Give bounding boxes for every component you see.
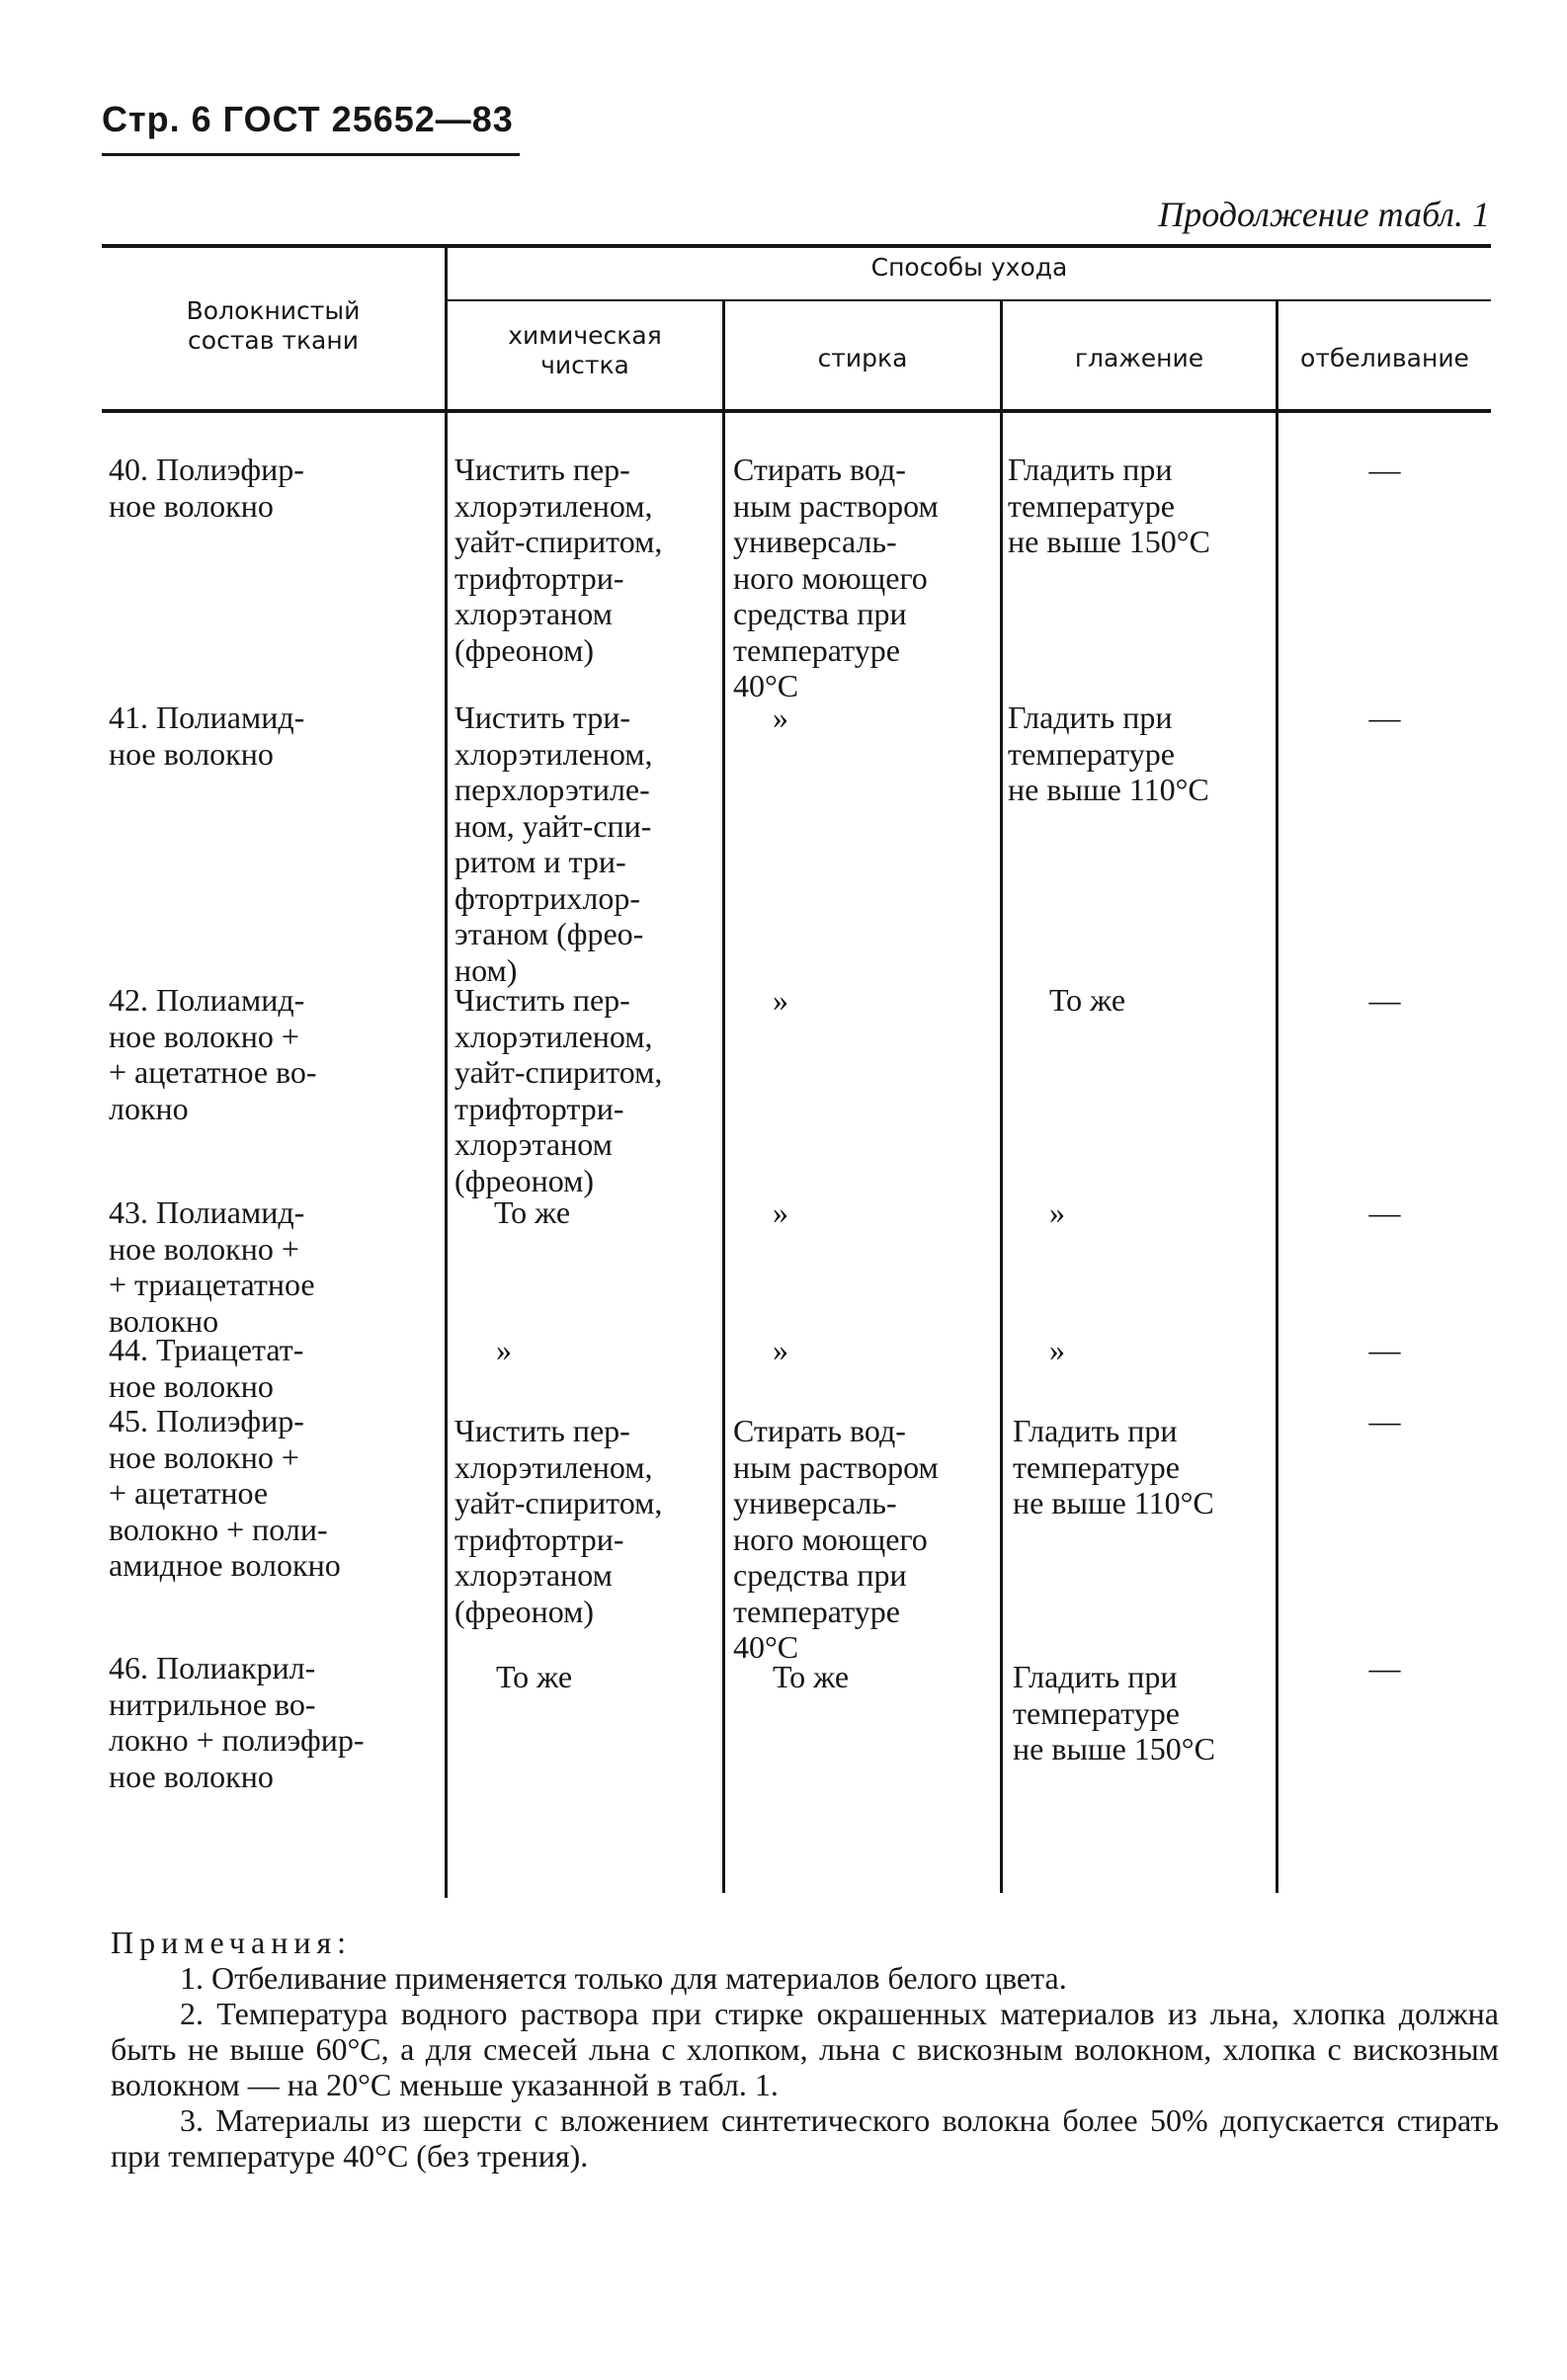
header-rule (102, 153, 520, 156)
row-45-composition: 45. Полиэфир- ное волокно + + ацетатное волокно + поли- амидное волокно (109, 1403, 341, 1583)
row-43-washing: » (773, 1194, 788, 1230)
row-46-ironing: Гладить при температуре не выше 150°С (1013, 1659, 1215, 1766)
row-44-bleaching: — (1368, 1332, 1401, 1367)
row-40-dry-cleaning: Чистить пер- хлорэтиленом, уайт-спиритом, трифтортри- хлорэтаном (фреоном) (454, 451, 663, 668)
row-40-washing: Стирать вод- ным раствором универсаль- ного моющего средства при температуре 40°С (733, 451, 939, 703)
table-continuation-label: Продолжение табл. 1 (1158, 195, 1490, 234)
row-45-ironing: Гладить при температуре не выше 110°С (1013, 1413, 1214, 1520)
table-header-bottom-rule (102, 409, 1491, 413)
row-46-bleaching: — (1368, 1650, 1401, 1685)
care-group-rule (447, 299, 1491, 301)
row-41-dry-cleaning: Чистить три- хлорэтиленом, перхлорэтиле- ном, уайт-спи- ритом и три- фтортрихлор- этаном (фрео- ном) (454, 699, 653, 988)
table-top-rule (102, 244, 1491, 248)
row-43-composition: 43. Полиамид- ное волокно + + триацетатное волокно (109, 1194, 315, 1339)
column-divider-3 (1000, 301, 1003, 1893)
row-41-ironing: Гладить при температуре не выше 110°С (1008, 699, 1209, 807)
note-1: 1. Отбеливание применяется только для материалов белого цвета. (180, 1960, 1067, 1996)
row-42-bleaching: — (1368, 982, 1401, 1018)
row-44-washing: » (773, 1332, 788, 1367)
row-40-composition: 40. Полиэфир- ное волокно (109, 451, 304, 524)
row-41-composition: 41. Полиамид- ное волокно (109, 699, 305, 772)
row-42-dry-cleaning: Чистить пер- хлорэтиленом, уайт-спиритом, трифтортри- хлорэтаном (фреоном) (454, 982, 663, 1198)
row-41-washing: » (773, 699, 788, 735)
column-divider-2 (722, 301, 725, 1893)
header-composition: Волокнистый состав ткани (186, 296, 361, 355)
row-45-washing: Стирать вод- ным раствором универсаль- ного моющего средства при температуре 40°С (733, 1413, 939, 1665)
row-46-composition: 46. Полиакрил- нитрильное во- локно + полиэфир- ное волокно (109, 1650, 365, 1794)
notes-section (111, 1925, 1499, 2174)
row-42-composition: 42. Полиамид- ное волокно + + ацетатное во- локно (109, 982, 317, 1126)
row-42-ironing: То же (1049, 982, 1126, 1018)
row-40-bleaching: — (1368, 451, 1401, 487)
row-42-washing: » (773, 982, 788, 1018)
row-44-dry-cleaning: » (496, 1332, 512, 1367)
row-43-dry-cleaning: То же (494, 1194, 571, 1230)
notes-title: Примечания: (111, 1925, 353, 1960)
note-2: 2. Температура водного раствора при стирке окрашенных материалов из льна, хлопка должна быть не выше 60°С, а для смесей льна с хлопком, льна с вискозным волокном, хлопка с вискозным волокном — на 20°С меньше указанной в табл. 1. (111, 1996, 1499, 2102)
header-ironing: глажение (1074, 344, 1204, 372)
row-41-bleaching: — (1368, 699, 1401, 735)
header-washing: стирка (817, 344, 908, 372)
column-divider-1 (445, 248, 448, 1898)
row-40-ironing: Гладить при температуре не выше 150°С (1008, 451, 1210, 559)
header-dry-cleaning: химическая чистка (508, 321, 662, 379)
row-44-composition: 44. Триацетат- ное волокно (109, 1332, 304, 1404)
header-bleaching: отбеливание (1300, 344, 1469, 372)
row-45-bleaching: — (1368, 1403, 1401, 1438)
row-43-bleaching: — (1368, 1194, 1401, 1230)
row-46-dry-cleaning: То же (496, 1659, 573, 1694)
note-3: 3. Материалы из шерсти с вложением синтетического волокна более 50% допускается стирать при температуре 40°С (без трения). (111, 2102, 1499, 2174)
row-46-washing: То же (773, 1659, 850, 1694)
header-care-methods: Способы ухода (870, 253, 1068, 282)
row-44-ironing: » (1049, 1332, 1065, 1367)
row-45-dry-cleaning: Чистить пер- хлорэтиленом, уайт-спиритом, трифтортри- хлорэтаном (фреоном) (454, 1413, 663, 1629)
page-header: Стр. 6 ГОСТ 25652—83 (102, 99, 514, 139)
row-43-ironing: » (1049, 1194, 1065, 1230)
